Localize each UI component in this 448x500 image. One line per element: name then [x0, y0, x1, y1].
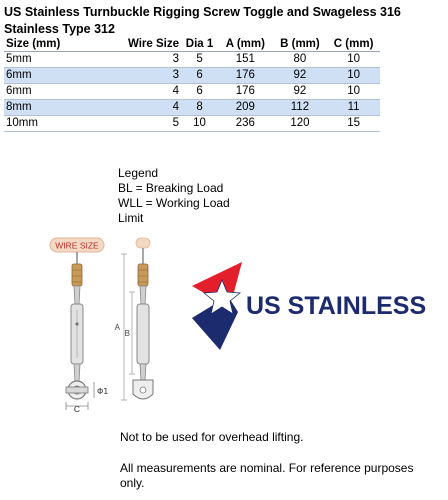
page-title: US Stainless Turnbuckle Rigging Screw Toggle and Swageless 316 Stainless Type 312	[4, 5, 401, 36]
cell-b: 80	[293, 53, 307, 65]
cell-a: 176	[218, 68, 273, 84]
cell-size: 8mm	[4, 100, 96, 116]
label-dia: Φ1	[97, 387, 109, 396]
cell-dia: 8	[181, 100, 218, 116]
header-b: B (mm)	[280, 38, 320, 50]
legend-line-bl: BL = Breaking Load	[118, 181, 224, 195]
cell-a: 151	[235, 53, 255, 65]
table-header-row	[4, 38, 380, 52]
note-overhead-lifting: Not to be used for overhead lifting.	[120, 430, 304, 444]
cell-wire-size: 4	[96, 100, 181, 116]
legend	[118, 166, 318, 226]
header-c: C (mm)	[333, 38, 374, 50]
table-row	[4, 100, 380, 116]
cell-c: 15	[347, 117, 361, 129]
turnbuckle-front-view	[50, 238, 108, 414]
header-size: Size (mm)	[6, 38, 61, 50]
wire-size-label: WIRE SIZE	[55, 240, 99, 251]
cell-size: 5mm	[6, 53, 32, 65]
spec-table	[4, 38, 380, 132]
label-b: B	[124, 329, 130, 338]
legend-title: Legend	[118, 166, 159, 180]
turnbuckle-side-view	[115, 238, 153, 400]
cell-dia: 6	[181, 68, 218, 84]
cell-dia: 5	[196, 53, 203, 65]
cell-a: 209	[218, 100, 273, 116]
label-a: A	[114, 323, 120, 332]
turnbuckle-diagram	[36, 232, 196, 417]
header-wire-size: Wire Size	[127, 38, 179, 50]
cell-b: 92	[293, 85, 307, 97]
cell-dia: 10	[193, 117, 206, 129]
cell-wire-size: 4	[172, 85, 179, 97]
cell-a: 236	[235, 117, 255, 129]
cell-c: 10	[347, 85, 361, 97]
cell-wire-size: 3	[96, 68, 181, 84]
cell-size: 10mm	[6, 117, 38, 129]
note-nominal-measurements: All measurements are nominal. For reference purposes only.	[120, 461, 414, 490]
cell-dia: 6	[196, 85, 203, 97]
logo-red-swoosh	[192, 262, 242, 294]
cell-size: 6mm	[6, 85, 32, 97]
cell-b: 112	[273, 100, 328, 116]
legend-line-limit: Limit	[118, 211, 144, 225]
cell-c: 10	[327, 68, 380, 84]
cell-c: 11	[327, 100, 380, 116]
cell-wire-size: 3	[172, 53, 179, 65]
cell-b: 120	[290, 117, 310, 129]
cell-size: 6mm	[4, 68, 96, 84]
header-dia: Dia 1	[185, 38, 214, 50]
label-c: C	[73, 404, 81, 414]
cell-wire-size: 5	[172, 117, 179, 129]
legend-line-wll: WLL = Working Load	[118, 196, 230, 210]
table-row	[4, 116, 380, 132]
table-row	[4, 52, 380, 68]
header-a: A (mm)	[225, 38, 265, 50]
cell-c: 10	[347, 53, 361, 65]
cell-b: 92	[273, 68, 328, 84]
table-row	[4, 84, 380, 100]
us-stainless-logo	[190, 262, 440, 352]
table-row	[4, 68, 380, 84]
swage-fitting	[72, 264, 82, 286]
logo-text: US STAINLESS	[246, 292, 427, 320]
cell-a: 176	[235, 85, 255, 97]
